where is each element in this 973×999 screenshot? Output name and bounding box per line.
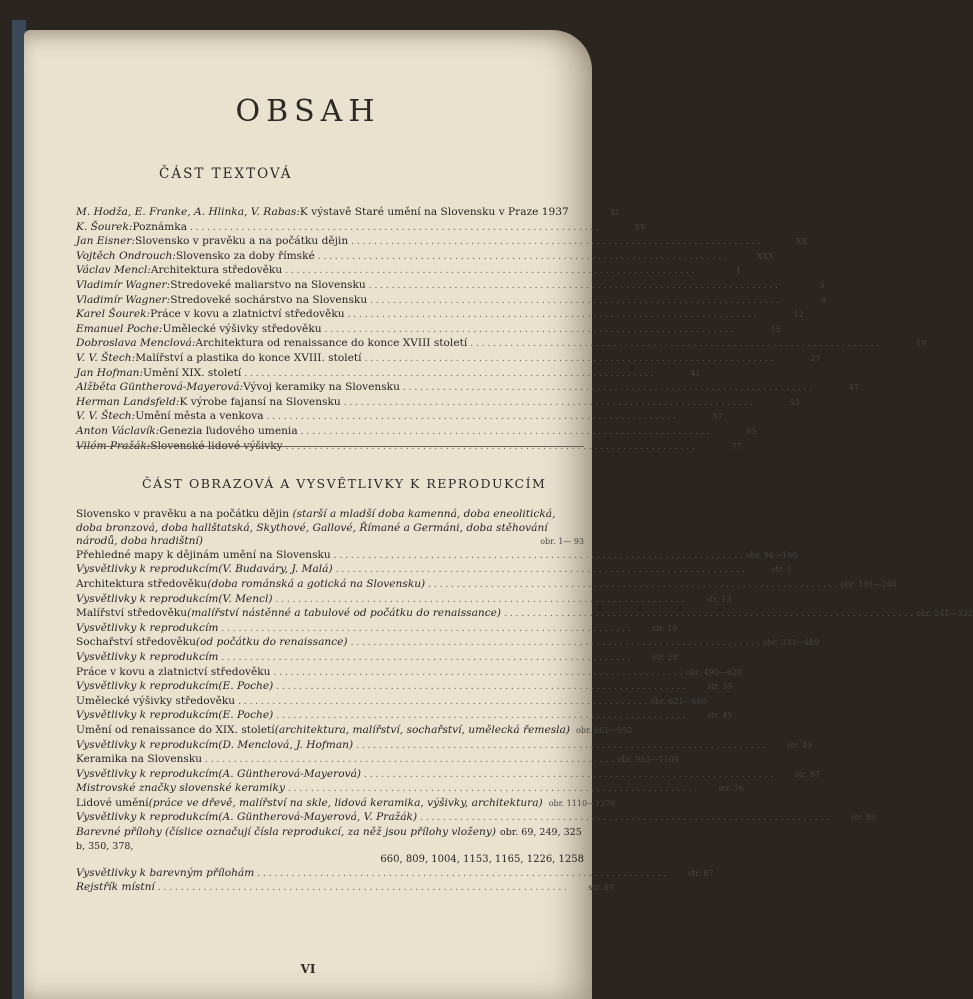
entry-author: V. V. Štech:	[76, 351, 136, 364]
entry-title: Malířství a plastika do konce XVIII. století	[135, 351, 362, 364]
entry-page: 19	[916, 339, 927, 349]
dot-leader	[276, 709, 685, 724]
entry-ref: str. 67	[794, 769, 821, 779]
entry-page: 1	[736, 266, 742, 276]
entry-title: Poznámka	[132, 220, 188, 233]
entry-author: Vilém Pražák:	[76, 439, 151, 452]
entry-title: Umělecké výšivky středověku	[162, 322, 322, 335]
entry-page: 12	[793, 310, 804, 320]
toc-entry	[76, 709, 733, 724]
toc-entry	[76, 782, 745, 797]
entry-ref: str. 1	[771, 565, 792, 575]
toc-entry	[76, 796, 616, 812]
entry-subtitle: (malířství nástěnné a tabulové od počátku do renaissance)	[187, 607, 502, 620]
entry-subtitle: (starší a mladší doba kamenná, doba eneolitická, doba bronzová, doba hallštatská, Skythové, Gallové, Římané a Germáni, doba stěhování národů, doba hradištní)	[76, 508, 556, 548]
entry-author: Dobroslava Menclová:	[76, 337, 196, 350]
entry-title: Práce v kovu a zlatnictví středověku	[76, 665, 271, 678]
entry-ref: obr. 1— 93	[540, 537, 584, 547]
entry-author: Jan Eisner:	[76, 235, 136, 248]
entry-subtitle: (od počátku do renaissance)	[195, 636, 348, 649]
dot-leader	[470, 337, 879, 352]
entry-ref: obr. 101—240	[840, 579, 897, 589]
entry-title: Architektura středověku	[150, 264, 283, 277]
entry-subtitle: (V. Budaváry, J. Malá)	[218, 563, 333, 576]
toc-entry	[76, 278, 825, 294]
dot-leader	[504, 607, 913, 622]
entry-subtitle: (D. Menclová, J. Hofman)	[218, 738, 354, 751]
toc-entry	[76, 680, 733, 695]
dot-leader	[205, 753, 614, 768]
entry-title: Stredoveké sochárstvo na Slovensku	[170, 293, 368, 306]
entry-title: Vysvětlivky k reprodukcím	[76, 680, 219, 693]
entry-subtitle: (doba románská a gotická na Slovensku)	[207, 577, 426, 590]
entry-ref: obr. 953—1109	[617, 755, 679, 765]
entry-title: Vysvětlivky k reprodukcím	[76, 738, 219, 751]
entry-page: 47	[848, 383, 860, 393]
entry-title: Architektura od renaissance do konce XVIII století	[195, 337, 468, 350]
entry-author: Jan Hofman:	[76, 366, 144, 379]
entry-ref: obr. 490—620	[685, 667, 743, 677]
toc-entry	[76, 235, 808, 250]
entry-author: V. V. Štech:	[76, 410, 136, 423]
toc-entry	[76, 548, 798, 564]
section-heading-obrazova: ČÁST OBRAZOVÁ A VYSVĚTLIVKY K REPRODUKCÍM	[142, 476, 547, 491]
toc-image-list	[76, 508, 973, 896]
entry-ref: str. 89	[588, 883, 614, 893]
entry-ref: str. 39	[706, 682, 733, 692]
toc-entry	[76, 563, 792, 578]
toc-entry-prehistory	[76, 508, 584, 549]
entry-ref: obr. 69, 249, 325 b, 350, 378,	[76, 827, 582, 852]
toc-entry	[76, 650, 678, 666]
entry-subtitle: (V. Mencl)	[218, 592, 273, 605]
dot-leader	[273, 666, 682, 681]
entry-ref: str. 87	[687, 868, 714, 878]
entry-title: Stredoveké maliarstvo na Slovensku	[170, 278, 366, 291]
entry-ref: obr. 1110—1276	[548, 798, 616, 808]
dot-leader	[344, 396, 753, 411]
dot-leader	[257, 867, 666, 882]
dot-leader	[420, 811, 829, 826]
book-page	[24, 30, 973, 999]
entry-ref-cont: 660, 809, 1004, 1153, 1165, 1226, 1258	[380, 854, 584, 866]
entry-ref: obr. 241—332	[916, 609, 973, 619]
toc-entry	[76, 381, 860, 396]
entry-author: Herman Landsfeld:	[76, 395, 180, 408]
dot-leader	[365, 352, 774, 367]
dot-leader	[238, 695, 647, 710]
dot-leader	[301, 425, 710, 440]
dot-leader	[325, 323, 734, 338]
entry-page: 9	[821, 295, 827, 305]
toc-entry	[76, 753, 679, 768]
toc-entry	[76, 607, 973, 622]
divider	[76, 446, 584, 447]
toc-entry	[76, 665, 743, 681]
entry-title: Vysvětlivky k reprodukcím	[76, 709, 219, 722]
toc-entry	[76, 410, 723, 425]
entry-page: 5	[819, 280, 825, 290]
entry-subtitle: (architektura, malířství, sochařství, umělecká řemesla)	[274, 723, 571, 736]
entry-subtitle: (A. Güntherová-Mayerová, V. Pražák)	[218, 811, 418, 824]
toc-entry	[76, 351, 821, 367]
entry-ref: str. 28	[652, 652, 678, 662]
entry-title: K výstavě Staré umění na Slovensku v Praze 1937	[299, 206, 569, 218]
entry-ref: obr. 333—489	[762, 638, 820, 648]
dot-leader	[334, 549, 743, 564]
entry-ref: str. 45	[706, 711, 733, 721]
entry-title: Architektura středověku	[76, 577, 208, 590]
entry-ref: obr. 94—100	[745, 550, 798, 560]
entry-author: Karel Šourek:	[76, 308, 151, 321]
entry-author: M. Hodža, E. Franke, A. Hlinka, V. Rabas:	[76, 206, 300, 218]
dot-leader	[370, 294, 779, 309]
dot-leader	[288, 782, 697, 797]
entry-ref: obr. 661—952	[576, 725, 633, 735]
toc-entry	[76, 738, 813, 754]
entry-subtitle: (číslice označují čísla reprodukcí, za něž jsou přílohy vloženy)	[161, 826, 496, 839]
entry-author: Vojtěch Ondrouch:	[76, 249, 176, 262]
entry-author: Václav Mencl:	[76, 264, 151, 277]
entry-subtitle: (E. Poche)	[218, 680, 274, 693]
toc-entry	[76, 424, 757, 440]
entry-title: Rejstřík místní	[76, 881, 155, 894]
toc-entry	[76, 767, 821, 783]
entry-subtitle: (práce ve dřevě, malířství na skle, lidová keramika, výšivky, architektura)	[148, 796, 543, 809]
dot-leader	[244, 367, 653, 382]
toc-entry	[76, 206, 619, 221]
entry-title: Vysvětlivky k reprodukcím	[76, 811, 219, 824]
toc-entry	[76, 293, 827, 309]
entry-title: Sochařství středověku	[76, 636, 196, 649]
toc-entry-color-plates	[76, 826, 584, 867]
entry-page: XXX	[756, 251, 774, 261]
entry-title: Slovensko za doby římské	[175, 249, 315, 262]
entry-title: K výrobe fajansí na Slovensku	[179, 395, 341, 408]
entry-title: Vývoj keramiky na Slovensku	[243, 381, 400, 394]
entry-page: 65	[746, 426, 757, 436]
entry-title: Umělecké výšivky středověku	[76, 694, 236, 707]
dot-leader	[158, 881, 567, 896]
toc-entry	[76, 866, 714, 882]
toc-entry	[76, 811, 877, 826]
entry-title: Keramika na Slovensku	[76, 753, 203, 766]
entry-author: Alžběta Güntherová-Mayerová:	[76, 381, 244, 394]
entry-ref: str. 19	[652, 623, 678, 633]
toc-text-list	[76, 206, 927, 454]
entry-ref: obr. 621—660	[650, 696, 707, 706]
toc-entry	[76, 621, 678, 637]
toc-entry	[76, 694, 707, 710]
entry-page: XV	[634, 222, 647, 232]
entry-title: Práce v kovu a zlatnictví středověku	[150, 308, 345, 321]
toc-entry	[76, 264, 742, 279]
dot-leader	[276, 680, 685, 695]
toc-entry	[76, 337, 927, 352]
toc-entry	[76, 249, 774, 265]
entry-ref: str. 80	[850, 813, 877, 823]
entry-title: Umění XIX. století	[143, 366, 242, 379]
entry-author: K. Šourek:	[76, 220, 133, 233]
entry-ref: str. 49	[786, 740, 813, 750]
dot-leader	[403, 381, 812, 396]
entry-title: Slovenské lidové výšivky	[150, 439, 283, 452]
dot-leader	[356, 739, 765, 754]
toc-entry	[76, 881, 614, 896]
entry-page: XI	[609, 208, 619, 217]
dot-leader	[318, 250, 727, 265]
page-title: OBSAH	[235, 94, 381, 129]
section-heading-textova: ČÁST TEXTOVÁ	[159, 166, 293, 182]
entry-author: Anton Václavík:	[76, 424, 160, 437]
toc-entry	[76, 395, 800, 411]
entry-title: Umění města a venkova	[135, 410, 264, 423]
entry-author: Vladimír Wagner:	[76, 278, 171, 291]
entry-title: Vysvětlivky k reprodukcím	[76, 621, 219, 634]
dot-leader	[221, 622, 630, 637]
entry-page: 57	[712, 412, 723, 422]
dot-leader	[285, 264, 694, 279]
toc-entry	[76, 322, 781, 338]
entry-page: 27	[810, 353, 821, 363]
toc-entry	[76, 220, 647, 236]
dot-leader	[351, 636, 760, 651]
entry-title: Barevné přílohy	[76, 826, 162, 839]
entry-title: Malířství středověku	[76, 607, 188, 620]
dot-leader	[364, 768, 773, 783]
dot-leader	[348, 308, 757, 323]
toc-entry	[76, 577, 897, 593]
dot-leader	[428, 578, 837, 593]
dot-leader	[351, 235, 760, 250]
entry-page: 77	[731, 441, 742, 451]
page-number: VI	[300, 962, 316, 976]
entry-title: Vysvětlivky k reprodukcím	[76, 592, 219, 605]
toc-entry	[76, 592, 732, 608]
dot-leader	[190, 221, 599, 236]
entry-title: Vysvětlivky k barevným přílohám	[76, 866, 255, 879]
entry-ref: str. 76	[718, 784, 745, 794]
entry-title: Slovensko v pravěku a na počátku dějin	[76, 508, 290, 520]
entry-title: Přehledné mapy k dějinám umění na Slovensku	[76, 548, 331, 561]
toc-entry	[76, 636, 820, 651]
entry-title: Vysvětlivky k reprodukcím	[76, 563, 219, 576]
entry-author: Emanuel Poche:	[76, 322, 163, 335]
entry-page: 41	[690, 368, 701, 378]
dot-leader	[221, 651, 630, 666]
entry-title: Vysvětlivky k reprodukcím	[76, 650, 219, 663]
entry-title: Lidové umění	[76, 796, 149, 809]
entry-page: 53	[789, 397, 800, 407]
entry-title: Vysvětlivky k reprodukcím	[76, 767, 219, 780]
entry-page: XX	[795, 237, 808, 247]
entry-page: 15	[770, 324, 781, 334]
toc-entry	[76, 366, 701, 382]
dot-leader	[275, 593, 684, 608]
entry-subtitle: (E. Poche)	[218, 709, 274, 722]
toc-entry	[76, 308, 804, 323]
entry-subtitle: (A. Güntherová-Mayerová)	[218, 767, 362, 780]
entry-title: Slovensko v pravěku a na počátku dějin	[135, 235, 349, 248]
entry-title: Mistrovské značky slovenské keramiky	[76, 782, 285, 795]
entry-title: Umění od renaissance do XIX. století	[76, 723, 275, 736]
dot-leader	[336, 563, 745, 578]
entry-ref: str. 13	[706, 594, 732, 604]
entry-title: Genezia ľudového umenia	[159, 424, 298, 437]
dot-leader	[267, 410, 676, 425]
entry-author: Vladimír Wagner:	[76, 293, 171, 306]
toc-entry	[76, 723, 633, 739]
dot-leader	[369, 279, 778, 294]
